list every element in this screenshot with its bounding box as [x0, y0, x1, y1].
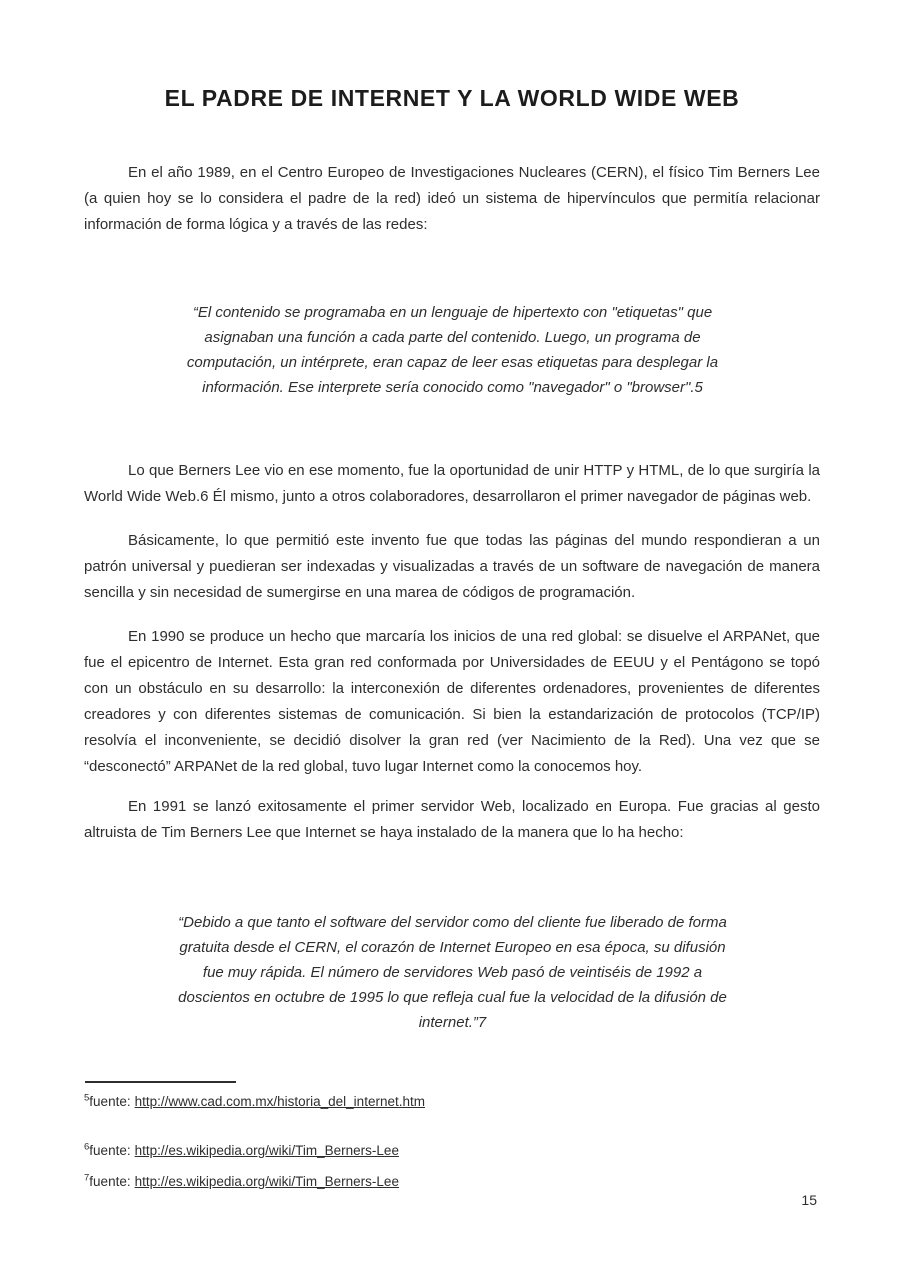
- page-number: 15: [801, 1192, 817, 1208]
- paragraph-first-server-1991: En 1991 se lanzó exitosamente el primer servidor Web, localizado en Europa. Fue gracias al gesto altruista de Tim Berners Lee que Internet se haya instalado de la manera que lo ha hecho:: [84, 798, 820, 841]
- footnote-label: fuente:: [89, 1174, 131, 1189]
- paragraph-universal-pattern: Básicamente, lo que permitió este invento fue que todas las páginas del mundo respondieran a un patrón universal y puedieran ser indexadas y visualizadas a través de un software de navegación de manera sencilla y sin necesidad de sumergirse en una marea de códigos de programación.: [84, 532, 820, 601]
- paragraph-arpanet-1990: En 1990 se produce un hecho que marcaría los inicios de una red global: se disuelve el ARPANet, que fue el epicentro de Internet. Esta gran red conformada por Universidades de EEUU y el Pentágono se topó con un obstáculo en su desarrollo: la interconexión de diferentes ordenadores, provenientes de diferentes creadores y con diferentes sistemas de comunicación. Si bien la estandarización de protocolos (TCP/IP) resolvía el inconveniente, se decidió disolver la gran red (ver Nacimiento de la Red). Una vez que se “desconectó” ARPANet de la red global, tuvo lugar Internet como la conocemos hoy.: [84, 628, 820, 775]
- footnote-6: [84, 1142, 820, 1159]
- blockquote-cern-release: “Debido a que tanto el software del servidor como del cliente fue liberado de forma gratuita desde el CERN, el corazón de Internet Europeo en esa época, su difusión fue muy rápida. El número de servidores Web pasó de veintiséis de 1992 a doscientos en octubre de 1995 lo que refleja cual fue la velocidad de la difusión de internet.”7: [178, 914, 727, 1031]
- footnote-marker: 6: [84, 1141, 90, 1153]
- footnote-marker: 5: [84, 1092, 90, 1104]
- footnote-separator: [85, 1081, 236, 1083]
- footnote-label: fuente:: [89, 1094, 131, 1109]
- footnote-link[interactable]: http://es.wikipedia.org/wiki/Tim_Berners-Lee: [134, 1174, 399, 1189]
- blockquote-hypertext: “El contenido se programaba en un lenguaje de hipertexto con "etiquetas" que asignaban una función a cada parte del contenido. Luego, un programa de computación, un intérprete, eran capaz de leer esas etiquetas para desplegar la información. Ese interprete sería conocido como "navegador" o "browser".5: [186, 304, 719, 396]
- footnote-label: fuente:: [89, 1143, 131, 1158]
- footnote-marker: 7: [84, 1172, 90, 1184]
- page-title: EL PADRE DE INTERNET Y LA WORLD WIDE WEB: [164, 85, 740, 111]
- footnote-link[interactable]: http://es.wikipedia.org/wiki/Tim_Berners-Lee: [134, 1143, 399, 1158]
- footnote-link[interactable]: http://www.cad.com.mx/historia_del_internet.htm: [134, 1094, 425, 1109]
- footnote-5: [84, 1093, 820, 1110]
- paragraph-intro-1989: En el año 1989, en el Centro Europeo de Investigaciones Nucleares (CERN), el físico Tim Berners Lee (a quien hoy se lo considera el padre de la red) ideó un sistema de hipervínculos que permitía relacionar información de forma lógica y a través de las redes:: [84, 164, 820, 233]
- footnote-7: [84, 1173, 820, 1190]
- paragraph-http-html: Lo que Berners Lee vio en ese momento, fue la oportunidad de unir HTTP y HTML, de lo que surgiría la World Wide Web.6 Él mismo, junto a otros colaboradores, desarrollaron el primer navegador de páginas web.: [84, 462, 820, 505]
